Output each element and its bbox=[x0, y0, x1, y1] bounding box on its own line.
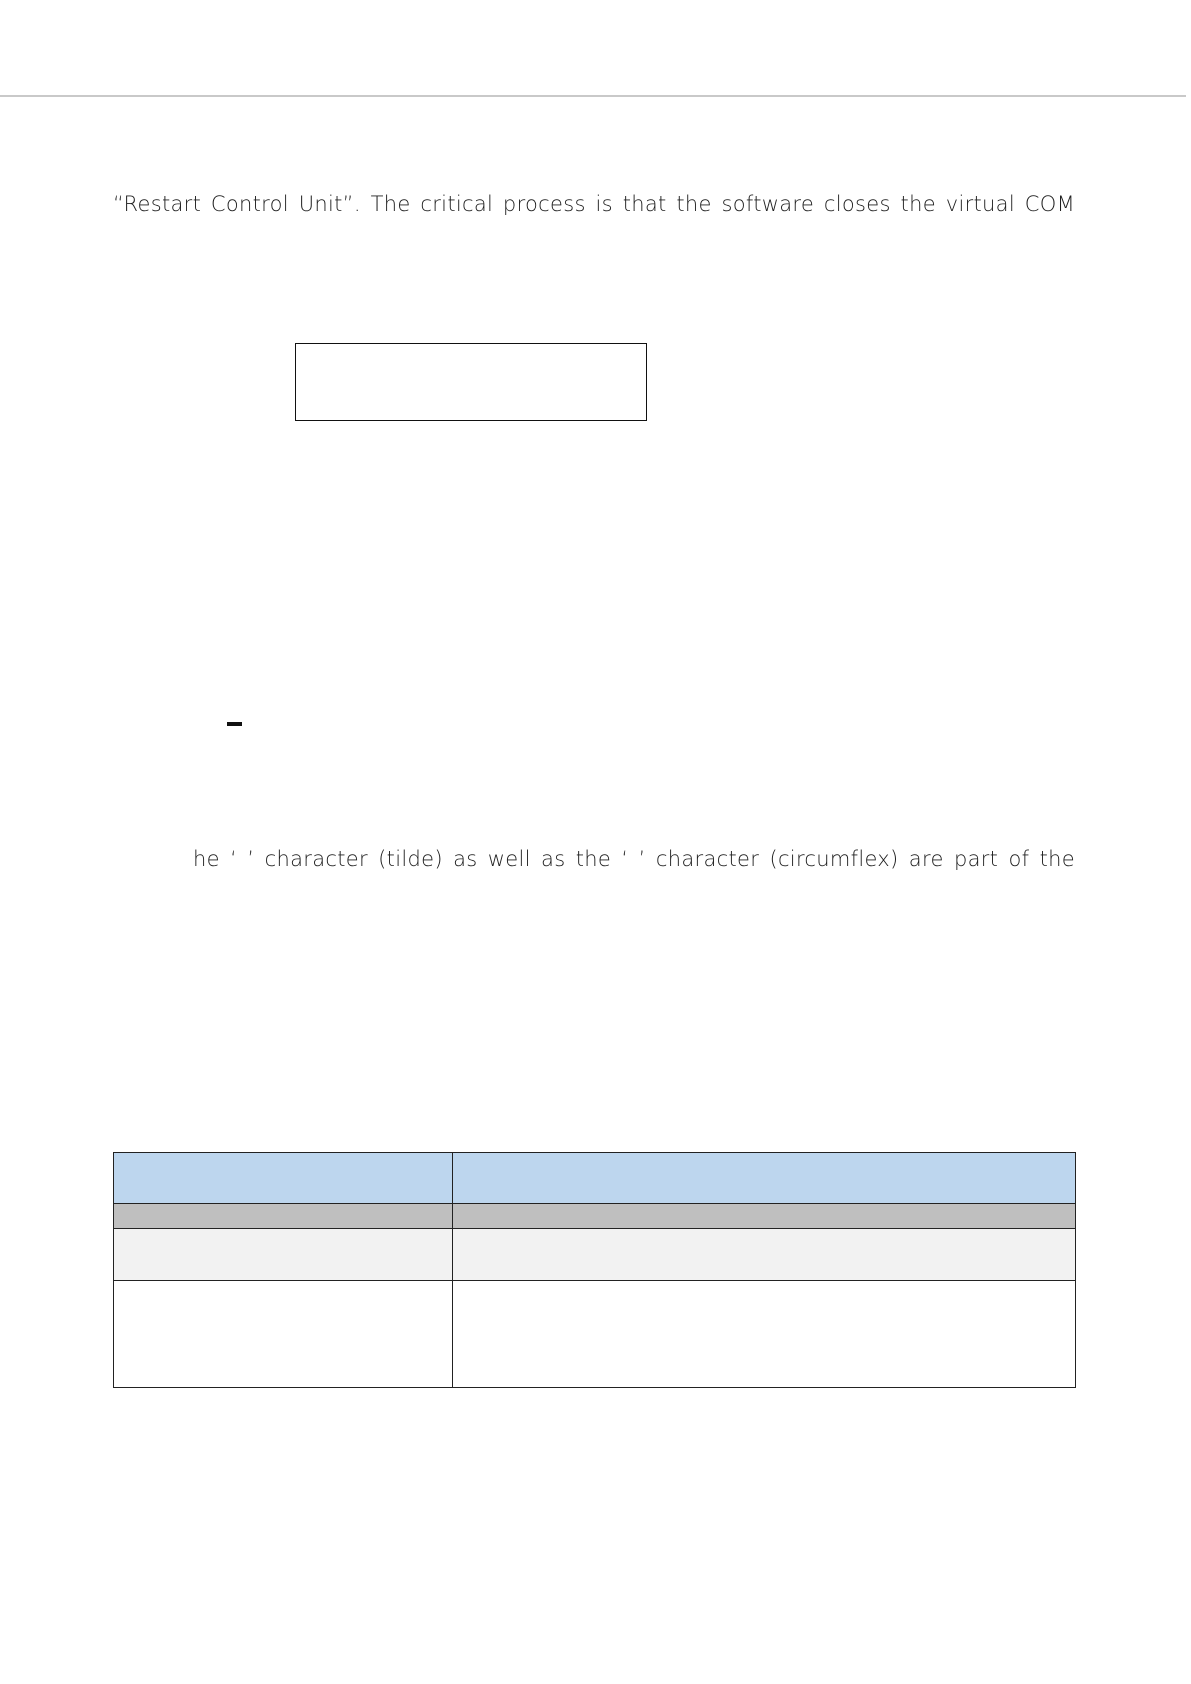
table-cell bbox=[453, 1204, 1076, 1229]
table-cell bbox=[114, 1153, 453, 1204]
data-table bbox=[113, 1152, 1076, 1388]
table-row bbox=[114, 1281, 1076, 1388]
table-header-row bbox=[114, 1153, 1076, 1204]
table-row bbox=[114, 1204, 1076, 1229]
paragraph-restart-control-unit: “Restart Control Unit”. The critical process is that the software closes the virtual COM bbox=[113, 192, 1075, 216]
table-cell bbox=[453, 1153, 1076, 1204]
table-cell bbox=[114, 1281, 453, 1388]
header-rule bbox=[0, 95, 1186, 97]
table-cell bbox=[114, 1229, 453, 1281]
paragraph-tilde-circumflex: he ‘ ’ character (tilde) as well as the ‘ ’ character (circumflex) are part of the bbox=[193, 847, 1075, 871]
table-cell bbox=[453, 1281, 1076, 1388]
table-cell bbox=[453, 1229, 1076, 1281]
dash-mark bbox=[227, 722, 242, 726]
table-cell bbox=[114, 1204, 453, 1229]
blank-figure-box bbox=[295, 343, 647, 421]
table-row bbox=[114, 1229, 1076, 1281]
